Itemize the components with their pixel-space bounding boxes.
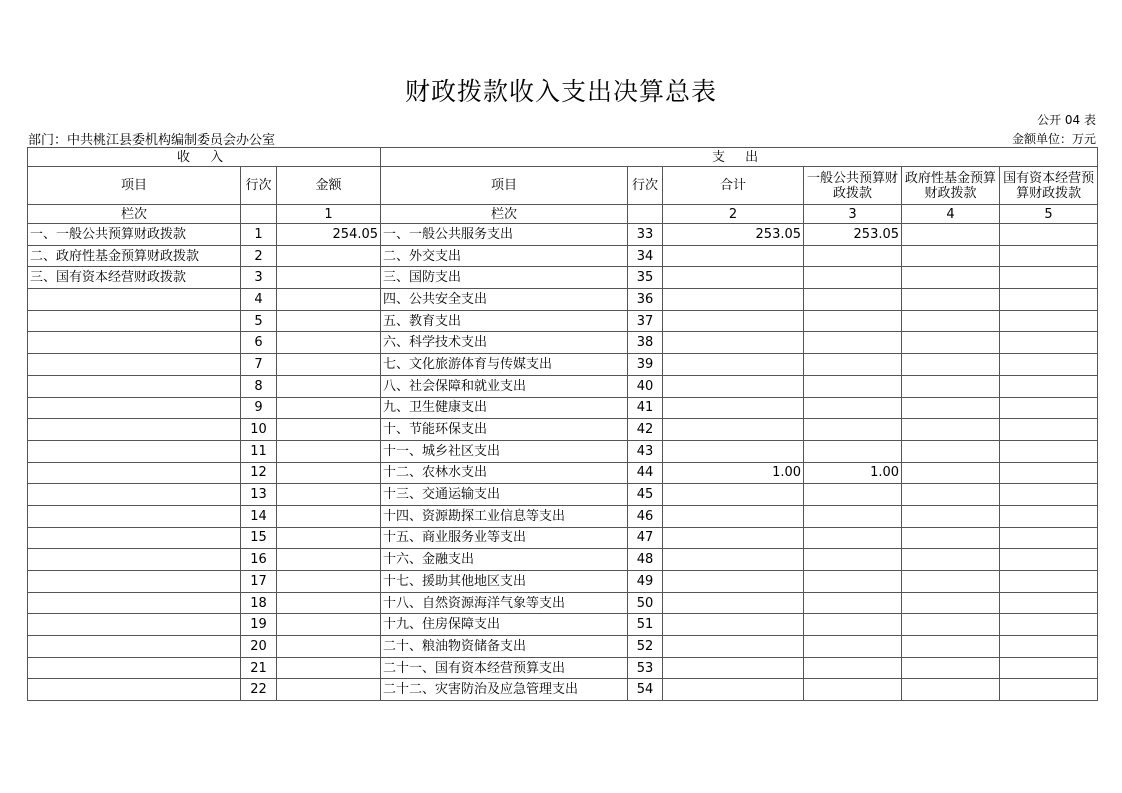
- income-item-cell: [28, 571, 241, 593]
- general-budget-cell: [804, 636, 902, 658]
- total-cell: [663, 614, 804, 636]
- state-capital-cell: [1000, 419, 1098, 441]
- general-budget-cell: [804, 419, 902, 441]
- total-cell: [663, 571, 804, 593]
- table-row: [28, 571, 1098, 593]
- general-budget-cell: [804, 571, 902, 593]
- state-capital-cell: [1000, 245, 1098, 267]
- general-budget-cell: [804, 245, 902, 267]
- general-budget-cell: [804, 679, 902, 701]
- income-section-header: 收 入: [28, 148, 381, 167]
- income-item-cell: 三、国有资本经营财政拨款: [28, 267, 241, 289]
- table-row: [28, 657, 1098, 679]
- income-amount-cell: [277, 462, 381, 484]
- gov-fund-cell: [902, 245, 1000, 267]
- state-capital-cell: [1000, 657, 1098, 679]
- gov-fund-cell: [902, 267, 1000, 289]
- general-budget-cell: [804, 484, 902, 506]
- income-row-no-cell: 9: [241, 397, 277, 419]
- expense-row-no-cell: 47: [628, 527, 663, 549]
- col-number-1: 1: [277, 205, 381, 224]
- income-amount-cell: [277, 354, 381, 376]
- gov-fund-cell: [902, 636, 1000, 658]
- col-number-4: 4: [902, 205, 1000, 224]
- column-header-row: [28, 167, 1098, 205]
- col-number-3: 3: [804, 205, 902, 224]
- income-amount-cell: [277, 527, 381, 549]
- table-row: [28, 267, 1098, 289]
- income-row-no-cell: 13: [241, 484, 277, 506]
- gov-fund-cell: [902, 354, 1000, 376]
- budget-summary-table: [27, 147, 1098, 701]
- income-row-no-cell: 15: [241, 527, 277, 549]
- income-row-no-cell: 5: [241, 310, 277, 332]
- general-budget-cell: [804, 440, 902, 462]
- income-item-cell: [28, 375, 241, 397]
- income-amount-cell: [277, 592, 381, 614]
- expense-item-cell: 十五、商业服务业等支出: [381, 527, 628, 549]
- expense-item-cell: 八、社会保障和就业支出: [381, 375, 628, 397]
- general-budget-header: 一般公共预算财政拨款: [804, 167, 902, 205]
- table-row: [28, 289, 1098, 311]
- table-row: [28, 462, 1098, 484]
- table-row: [28, 636, 1098, 658]
- income-row-no-cell: 6: [241, 332, 277, 354]
- table-row: [28, 440, 1098, 462]
- income-row-no-header: 行次: [241, 167, 277, 205]
- state-capital-header: 国有资本经营预算财政拨款: [1000, 167, 1098, 205]
- income-item-cell: [28, 354, 241, 376]
- income-amount-cell: [277, 310, 381, 332]
- income-amount-cell: [277, 267, 381, 289]
- amount-unit-label: 金额单位：万元: [1011, 132, 1096, 146]
- total-cell: [663, 375, 804, 397]
- table-row: [28, 419, 1098, 441]
- income-row-no-cell: 4: [241, 289, 277, 311]
- income-item-cell: [28, 484, 241, 506]
- expense-row-no-cell: 39: [628, 354, 663, 376]
- state-capital-cell: [1000, 332, 1098, 354]
- expense-row-no-cell: 44: [628, 462, 663, 484]
- page-title: 财政拨款收入支出决算总表: [404, 77, 717, 106]
- general-budget-cell: [804, 505, 902, 527]
- expense-row-no-cell: 46: [628, 505, 663, 527]
- income-amount-cell: [277, 332, 381, 354]
- col-label-expense: 栏次: [381, 205, 628, 224]
- table-row: [28, 592, 1098, 614]
- income-row-no-cell: 11: [241, 440, 277, 462]
- total-cell: [663, 636, 804, 658]
- form-number: 公开 04 表: [1037, 113, 1096, 127]
- expense-row-no-cell: 54: [628, 679, 663, 701]
- income-amount-header: 金额: [277, 167, 381, 205]
- expense-row-no-cell: 45: [628, 484, 663, 506]
- expense-item-cell: 六、科学技术支出: [381, 332, 628, 354]
- state-capital-cell: [1000, 440, 1098, 462]
- table-row: [28, 679, 1098, 701]
- state-capital-cell: [1000, 679, 1098, 701]
- gov-fund-cell: [902, 397, 1000, 419]
- table-row: [28, 484, 1098, 506]
- income-amount-cell: [277, 505, 381, 527]
- income-amount-cell: [277, 571, 381, 593]
- income-amount-cell: [277, 679, 381, 701]
- gov-fund-cell: [902, 440, 1000, 462]
- income-row-no-cell: 1: [241, 224, 277, 246]
- state-capital-cell: [1000, 310, 1098, 332]
- income-item-cell: [28, 549, 241, 571]
- expense-item-cell: 十二、农林水支出: [381, 462, 628, 484]
- gov-fund-cell: [902, 657, 1000, 679]
- total-cell: 253.05: [663, 224, 804, 246]
- table-row: [28, 375, 1098, 397]
- expense-row-no-cell: 38: [628, 332, 663, 354]
- gov-fund-cell: [902, 505, 1000, 527]
- gov-fund-cell: [902, 614, 1000, 636]
- gov-fund-cell: [902, 375, 1000, 397]
- state-capital-cell: [1000, 484, 1098, 506]
- income-item-cell: [28, 440, 241, 462]
- expense-row-no-cell: 40: [628, 375, 663, 397]
- income-item-cell: [28, 419, 241, 441]
- general-budget-cell: [804, 397, 902, 419]
- income-amount-cell: [277, 549, 381, 571]
- table-row: [28, 505, 1098, 527]
- income-amount-cell: 254.05: [277, 224, 381, 246]
- table-row: [28, 397, 1098, 419]
- income-item-cell: [28, 636, 241, 658]
- income-amount-cell: [277, 397, 381, 419]
- income-row-no-cell: 14: [241, 505, 277, 527]
- general-budget-cell: [804, 614, 902, 636]
- expense-item-cell: 二十、粮油物资储备支出: [381, 636, 628, 658]
- table-row: [28, 332, 1098, 354]
- table-row: [28, 224, 1098, 246]
- expense-item-cell: 十九、住房保障支出: [381, 614, 628, 636]
- expense-row-no-cell: 53: [628, 657, 663, 679]
- expense-row-no-cell: 36: [628, 289, 663, 311]
- state-capital-cell: [1000, 375, 1098, 397]
- empty-cell: [241, 205, 277, 224]
- total-cell: [663, 549, 804, 571]
- gov-fund-cell: [902, 462, 1000, 484]
- expense-item-cell: 三、国防支出: [381, 267, 628, 289]
- gov-fund-header: 政府性基金预算财政拨款: [902, 167, 1000, 205]
- income-amount-cell: [277, 636, 381, 658]
- expense-section-header: 支 出: [381, 148, 1098, 167]
- expense-item-cell: 十八、自然资源海洋气象等支出: [381, 592, 628, 614]
- state-capital-cell: [1000, 224, 1098, 246]
- income-item-header: 项目: [28, 167, 241, 205]
- general-budget-cell: [804, 527, 902, 549]
- total-cell: [663, 484, 804, 506]
- expense-row-no-cell: 33: [628, 224, 663, 246]
- income-item-cell: [28, 657, 241, 679]
- expense-item-cell: 五、教育支出: [381, 310, 628, 332]
- general-budget-cell: [804, 657, 902, 679]
- income-item-cell: [28, 679, 241, 701]
- state-capital-cell: [1000, 527, 1098, 549]
- income-row-no-cell: 7: [241, 354, 277, 376]
- general-budget-cell: [804, 267, 902, 289]
- total-cell: [663, 397, 804, 419]
- income-amount-cell: [277, 657, 381, 679]
- expense-row-no-cell: 34: [628, 245, 663, 267]
- expense-row-no-cell: 43: [628, 440, 663, 462]
- total-cell: [663, 267, 804, 289]
- state-capital-cell: [1000, 592, 1098, 614]
- expense-item-cell: 十四、资源勘探工业信息等支出: [381, 505, 628, 527]
- expense-row-no-cell: 42: [628, 419, 663, 441]
- state-capital-cell: [1000, 571, 1098, 593]
- income-row-no-cell: 19: [241, 614, 277, 636]
- state-capital-cell: [1000, 354, 1098, 376]
- total-cell: [663, 440, 804, 462]
- gov-fund-cell: [902, 484, 1000, 506]
- expense-row-no-cell: 51: [628, 614, 663, 636]
- expense-item-header: 项目: [381, 167, 628, 205]
- general-budget-cell: [804, 375, 902, 397]
- col-number-5: 5: [1000, 205, 1098, 224]
- income-amount-cell: [277, 484, 381, 506]
- state-capital-cell: [1000, 636, 1098, 658]
- income-row-no-cell: 16: [241, 549, 277, 571]
- expense-item-cell: 七、文化旅游体育与传媒支出: [381, 354, 628, 376]
- gov-fund-cell: [902, 679, 1000, 701]
- state-capital-cell: [1000, 505, 1098, 527]
- total-cell: [663, 657, 804, 679]
- general-budget-cell: [804, 549, 902, 571]
- state-capital-cell: [1000, 397, 1098, 419]
- income-row-no-cell: 10: [241, 419, 277, 441]
- general-budget-cell: [804, 354, 902, 376]
- income-row-no-cell: 8: [241, 375, 277, 397]
- total-cell: [663, 310, 804, 332]
- table-row: [28, 354, 1098, 376]
- total-cell: [663, 245, 804, 267]
- income-item-cell: 二、政府性基金预算财政拨款: [28, 245, 241, 267]
- income-item-cell: [28, 289, 241, 311]
- expense-row-no-header: 行次: [628, 167, 663, 205]
- income-amount-cell: [277, 419, 381, 441]
- state-capital-cell: [1000, 462, 1098, 484]
- gov-fund-cell: [902, 527, 1000, 549]
- expense-row-no-cell: 48: [628, 549, 663, 571]
- general-budget-cell: 1.00: [804, 462, 902, 484]
- income-item-cell: [28, 462, 241, 484]
- income-item-cell: 一、一般公共预算财政拨款: [28, 224, 241, 246]
- income-item-cell: [28, 397, 241, 419]
- expense-row-no-cell: 50: [628, 592, 663, 614]
- total-cell: [663, 354, 804, 376]
- gov-fund-cell: [902, 332, 1000, 354]
- expense-row-no-cell: 41: [628, 397, 663, 419]
- income-item-cell: [28, 614, 241, 636]
- income-item-cell: [28, 505, 241, 527]
- general-budget-cell: [804, 289, 902, 311]
- gov-fund-cell: [902, 310, 1000, 332]
- income-item-cell: [28, 527, 241, 549]
- table-row: [28, 614, 1098, 636]
- income-row-no-cell: 17: [241, 571, 277, 593]
- expense-item-cell: 四、公共安全支出: [381, 289, 628, 311]
- col-label-income: 栏次: [28, 205, 241, 224]
- income-row-no-cell: 3: [241, 267, 277, 289]
- income-row-no-cell: 2: [241, 245, 277, 267]
- gov-fund-cell: [902, 549, 1000, 571]
- table-row: [28, 310, 1098, 332]
- income-amount-cell: [277, 289, 381, 311]
- expense-item-cell: 二、外交支出: [381, 245, 628, 267]
- expense-item-cell: 十六、金融支出: [381, 549, 628, 571]
- section-header-row: [28, 148, 1098, 167]
- expense-item-cell: 二十二、灾害防治及应急管理支出: [381, 679, 628, 701]
- table-row: [28, 527, 1098, 549]
- total-cell: [663, 527, 804, 549]
- income-amount-cell: [277, 375, 381, 397]
- total-header: 合计: [663, 167, 804, 205]
- gov-fund-cell: [902, 224, 1000, 246]
- col-number-2: 2: [663, 205, 804, 224]
- income-row-no-cell: 12: [241, 462, 277, 484]
- department-label: 部门：中共桃江县委机构编制委员会办公室: [28, 133, 276, 148]
- income-item-cell: [28, 332, 241, 354]
- expense-item-cell: 九、卫生健康支出: [381, 397, 628, 419]
- general-budget-cell: [804, 310, 902, 332]
- income-row-no-cell: 22: [241, 679, 277, 701]
- expense-item-cell: 十一、城乡社区支出: [381, 440, 628, 462]
- expense-item-cell: 十三、交通运输支出: [381, 484, 628, 506]
- income-amount-cell: [277, 245, 381, 267]
- income-item-cell: [28, 310, 241, 332]
- state-capital-cell: [1000, 549, 1098, 571]
- general-budget-cell: [804, 332, 902, 354]
- total-cell: [663, 592, 804, 614]
- income-row-no-cell: 20: [241, 636, 277, 658]
- total-cell: [663, 332, 804, 354]
- expense-row-no-cell: 49: [628, 571, 663, 593]
- expense-item-cell: 二十一、国有资本经营预算支出: [381, 657, 628, 679]
- gov-fund-cell: [902, 289, 1000, 311]
- state-capital-cell: [1000, 289, 1098, 311]
- expense-row-no-cell: 37: [628, 310, 663, 332]
- income-row-no-cell: 21: [241, 657, 277, 679]
- column-number-row: [28, 205, 1098, 224]
- empty-cell: [628, 205, 663, 224]
- total-cell: [663, 679, 804, 701]
- total-cell: [663, 289, 804, 311]
- general-budget-cell: [804, 592, 902, 614]
- total-cell: [663, 419, 804, 441]
- income-row-no-cell: 18: [241, 592, 277, 614]
- gov-fund-cell: [902, 419, 1000, 441]
- state-capital-cell: [1000, 267, 1098, 289]
- table-row: [28, 245, 1098, 267]
- expense-item-cell: 一、一般公共服务支出: [381, 224, 628, 246]
- income-item-cell: [28, 592, 241, 614]
- state-capital-cell: [1000, 614, 1098, 636]
- gov-fund-cell: [902, 571, 1000, 593]
- gov-fund-cell: [902, 592, 1000, 614]
- general-budget-cell: 253.05: [804, 224, 902, 246]
- total-cell: [663, 505, 804, 527]
- expense-row-no-cell: 52: [628, 636, 663, 658]
- expense-row-no-cell: 35: [628, 267, 663, 289]
- income-amount-cell: [277, 440, 381, 462]
- expense-item-cell: 十七、援助其他地区支出: [381, 571, 628, 593]
- expense-item-cell: 十、节能环保支出: [381, 419, 628, 441]
- income-amount-cell: [277, 614, 381, 636]
- table-row: [28, 549, 1098, 571]
- total-cell: 1.00: [663, 462, 804, 484]
